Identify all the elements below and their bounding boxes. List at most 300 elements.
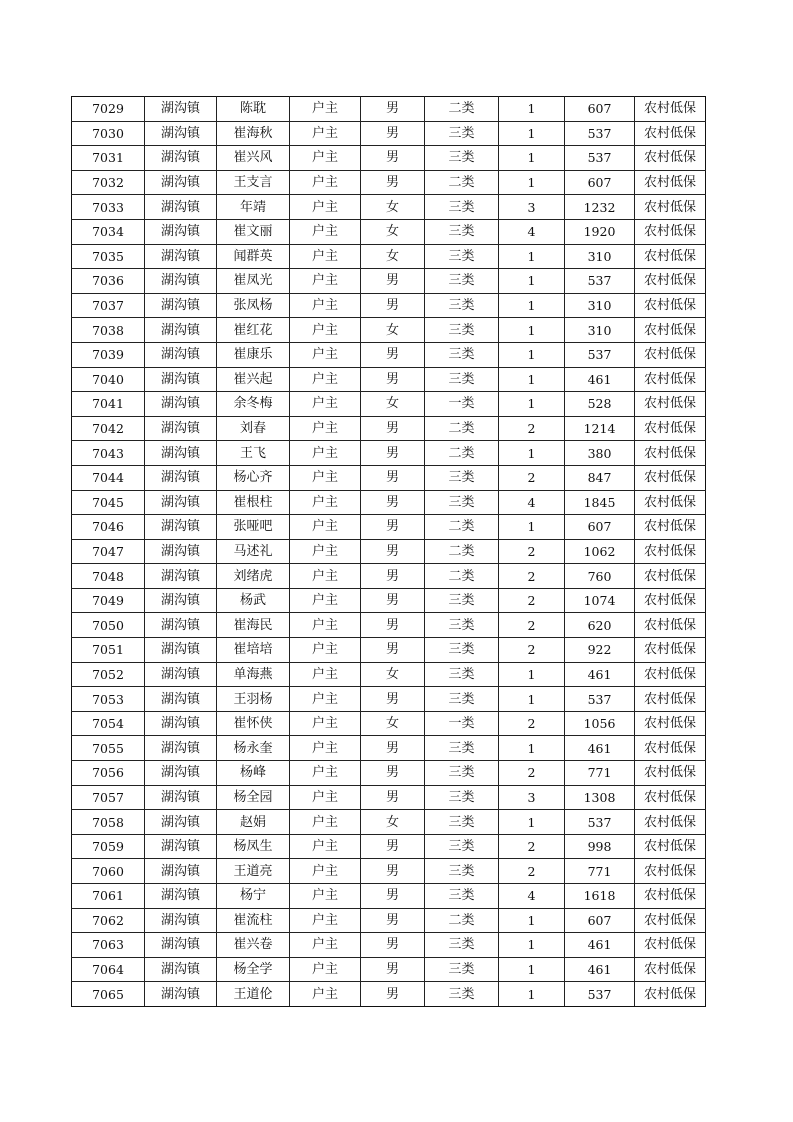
relation-cell: 户主 (290, 97, 361, 122)
record-id-cell: 7051 (72, 638, 145, 663)
household-size-cell: 1 (499, 662, 565, 687)
assistance-type-cell: 农村低保 (635, 982, 706, 1007)
name-cell: 单海燕 (217, 662, 290, 687)
gender-cell: 女 (361, 711, 425, 736)
household-size-cell: 1 (499, 367, 565, 392)
amount-cell: 528 (565, 392, 635, 417)
category-cell: 一类 (425, 711, 499, 736)
table-row (72, 834, 706, 859)
name-cell: 崔根柱 (217, 490, 290, 515)
category-cell: 二类 (425, 170, 499, 195)
town-cell: 湖沟镇 (145, 392, 217, 417)
household-size-cell: 4 (499, 490, 565, 515)
household-size-cell: 2 (499, 638, 565, 663)
gender-cell: 男 (361, 785, 425, 810)
assistance-type-cell: 农村低保 (635, 711, 706, 736)
record-id-cell: 7042 (72, 416, 145, 441)
category-cell: 二类 (425, 441, 499, 466)
table-row (72, 367, 706, 392)
amount-cell: 310 (565, 244, 635, 269)
relation-cell: 户主 (290, 342, 361, 367)
table-row (72, 465, 706, 490)
household-size-cell: 2 (499, 564, 565, 589)
gender-cell: 男 (361, 367, 425, 392)
town-cell: 湖沟镇 (145, 244, 217, 269)
town-cell: 湖沟镇 (145, 613, 217, 638)
category-cell: 三类 (425, 761, 499, 786)
name-cell: 崔兴起 (217, 367, 290, 392)
assistance-type-cell: 农村低保 (635, 416, 706, 441)
gender-cell: 女 (361, 810, 425, 835)
name-cell: 崔兴卷 (217, 933, 290, 958)
table-row (72, 711, 706, 736)
table-row (72, 244, 706, 269)
gender-cell: 男 (361, 170, 425, 195)
gender-cell: 男 (361, 465, 425, 490)
town-cell: 湖沟镇 (145, 859, 217, 884)
table-row (72, 564, 706, 589)
table-row (72, 441, 706, 466)
record-id-cell: 7053 (72, 687, 145, 712)
town-cell: 湖沟镇 (145, 146, 217, 171)
household-size-cell: 1 (499, 982, 565, 1007)
gender-cell: 男 (361, 933, 425, 958)
record-id-cell: 7065 (72, 982, 145, 1007)
name-cell: 刘春 (217, 416, 290, 441)
gender-cell: 男 (361, 441, 425, 466)
household-size-cell: 2 (499, 465, 565, 490)
assistance-type-cell: 农村低保 (635, 121, 706, 146)
relation-cell: 户主 (290, 515, 361, 540)
category-cell: 一类 (425, 392, 499, 417)
amount-cell: 1920 (565, 219, 635, 244)
name-cell: 余冬梅 (217, 392, 290, 417)
gender-cell: 男 (361, 146, 425, 171)
name-cell: 杨宁 (217, 884, 290, 909)
gender-cell: 男 (361, 342, 425, 367)
assistance-type-cell: 农村低保 (635, 687, 706, 712)
household-size-cell: 1 (499, 244, 565, 269)
amount-cell: 922 (565, 638, 635, 663)
name-cell: 崔怀侠 (217, 711, 290, 736)
relation-cell: 户主 (290, 736, 361, 761)
name-cell: 马述礼 (217, 539, 290, 564)
category-cell: 三类 (425, 933, 499, 958)
household-size-cell: 1 (499, 933, 565, 958)
category-cell: 二类 (425, 416, 499, 441)
assistance-type-cell: 农村低保 (635, 933, 706, 958)
town-cell: 湖沟镇 (145, 588, 217, 613)
town-cell: 湖沟镇 (145, 195, 217, 220)
amount-cell: 1074 (565, 588, 635, 613)
town-cell: 湖沟镇 (145, 761, 217, 786)
amount-cell: 1214 (565, 416, 635, 441)
relation-cell: 户主 (290, 564, 361, 589)
relation-cell: 户主 (290, 908, 361, 933)
household-size-cell: 1 (499, 687, 565, 712)
assistance-type-cell: 农村低保 (635, 810, 706, 835)
table-row (72, 810, 706, 835)
table-row (72, 933, 706, 958)
record-id-cell: 7063 (72, 933, 145, 958)
relation-cell: 户主 (290, 121, 361, 146)
assistance-type-cell: 农村低保 (635, 662, 706, 687)
name-cell: 闻群英 (217, 244, 290, 269)
table-row (72, 613, 706, 638)
record-id-cell: 7060 (72, 859, 145, 884)
assistance-type-cell: 农村低保 (635, 859, 706, 884)
category-cell: 三类 (425, 884, 499, 909)
table-row (72, 392, 706, 417)
household-size-cell: 3 (499, 195, 565, 220)
relation-cell: 户主 (290, 588, 361, 613)
assistance-type-cell: 农村低保 (635, 392, 706, 417)
table-row (72, 957, 706, 982)
table-row (72, 170, 706, 195)
record-id-cell: 7045 (72, 490, 145, 515)
town-cell: 湖沟镇 (145, 933, 217, 958)
relation-cell: 户主 (290, 367, 361, 392)
category-cell: 三类 (425, 736, 499, 761)
name-cell: 杨心齐 (217, 465, 290, 490)
record-id-cell: 7062 (72, 908, 145, 933)
gender-cell: 男 (361, 588, 425, 613)
town-cell: 湖沟镇 (145, 441, 217, 466)
welfare-table (71, 96, 706, 1007)
record-id-cell: 7046 (72, 515, 145, 540)
table-row (72, 785, 706, 810)
assistance-type-cell: 农村低保 (635, 441, 706, 466)
amount-cell: 310 (565, 293, 635, 318)
assistance-type-cell: 农村低保 (635, 490, 706, 515)
amount-cell: 998 (565, 834, 635, 859)
assistance-type-cell: 农村低保 (635, 293, 706, 318)
record-id-cell: 7050 (72, 613, 145, 638)
record-id-cell: 7039 (72, 342, 145, 367)
category-cell: 三类 (425, 810, 499, 835)
town-cell: 湖沟镇 (145, 957, 217, 982)
town-cell: 湖沟镇 (145, 834, 217, 859)
household-size-cell: 1 (499, 736, 565, 761)
household-size-cell: 2 (499, 761, 565, 786)
town-cell: 湖沟镇 (145, 97, 217, 122)
gender-cell: 男 (361, 121, 425, 146)
household-size-cell: 4 (499, 884, 565, 909)
household-size-cell: 1 (499, 810, 565, 835)
category-cell: 三类 (425, 367, 499, 392)
name-cell: 崔海民 (217, 613, 290, 638)
name-cell: 刘绪虎 (217, 564, 290, 589)
amount-cell: 607 (565, 97, 635, 122)
household-size-cell: 1 (499, 441, 565, 466)
household-size-cell: 1 (499, 97, 565, 122)
relation-cell: 户主 (290, 859, 361, 884)
town-cell: 湖沟镇 (145, 539, 217, 564)
household-size-cell: 1 (499, 121, 565, 146)
category-cell: 三类 (425, 662, 499, 687)
household-size-cell: 2 (499, 613, 565, 638)
amount-cell: 1232 (565, 195, 635, 220)
name-cell: 杨全园 (217, 785, 290, 810)
record-id-cell: 7064 (72, 957, 145, 982)
household-size-cell: 2 (499, 588, 565, 613)
category-cell: 三类 (425, 195, 499, 220)
amount-cell: 771 (565, 761, 635, 786)
town-cell: 湖沟镇 (145, 490, 217, 515)
category-cell: 三类 (425, 342, 499, 367)
name-cell: 张哑吧 (217, 515, 290, 540)
gender-cell: 男 (361, 736, 425, 761)
relation-cell: 户主 (290, 539, 361, 564)
relation-cell: 户主 (290, 884, 361, 909)
record-id-cell: 7034 (72, 219, 145, 244)
relation-cell: 户主 (290, 195, 361, 220)
assistance-type-cell: 农村低保 (635, 342, 706, 367)
gender-cell: 女 (361, 244, 425, 269)
assistance-type-cell: 农村低保 (635, 170, 706, 195)
assistance-type-cell: 农村低保 (635, 736, 706, 761)
town-cell: 湖沟镇 (145, 342, 217, 367)
household-size-cell: 1 (499, 269, 565, 294)
gender-cell: 女 (361, 318, 425, 343)
category-cell: 二类 (425, 539, 499, 564)
amount-cell: 537 (565, 810, 635, 835)
name-cell: 崔培培 (217, 638, 290, 663)
amount-cell: 537 (565, 146, 635, 171)
amount-cell: 537 (565, 687, 635, 712)
town-cell: 湖沟镇 (145, 662, 217, 687)
gender-cell: 男 (361, 97, 425, 122)
record-id-cell: 7038 (72, 318, 145, 343)
name-cell: 王支言 (217, 170, 290, 195)
table-row (72, 293, 706, 318)
household-size-cell: 2 (499, 834, 565, 859)
gender-cell: 男 (361, 687, 425, 712)
amount-cell: 607 (565, 170, 635, 195)
town-cell: 湖沟镇 (145, 564, 217, 589)
gender-cell: 男 (361, 982, 425, 1007)
amount-cell: 1056 (565, 711, 635, 736)
assistance-type-cell: 农村低保 (635, 834, 706, 859)
assistance-type-cell: 农村低保 (635, 539, 706, 564)
assistance-type-cell: 农村低保 (635, 269, 706, 294)
record-id-cell: 7043 (72, 441, 145, 466)
relation-cell: 户主 (290, 761, 361, 786)
category-cell: 三类 (425, 834, 499, 859)
category-cell: 二类 (425, 908, 499, 933)
amount-cell: 1845 (565, 490, 635, 515)
town-cell: 湖沟镇 (145, 785, 217, 810)
gender-cell: 男 (361, 293, 425, 318)
amount-cell: 461 (565, 367, 635, 392)
record-id-cell: 7037 (72, 293, 145, 318)
name-cell: 崔兴风 (217, 146, 290, 171)
household-size-cell: 1 (499, 392, 565, 417)
relation-cell: 户主 (290, 834, 361, 859)
household-size-cell: 1 (499, 908, 565, 933)
amount-cell: 537 (565, 121, 635, 146)
category-cell: 三类 (425, 318, 499, 343)
name-cell: 杨武 (217, 588, 290, 613)
gender-cell: 男 (361, 490, 425, 515)
category-cell: 三类 (425, 490, 499, 515)
relation-cell: 户主 (290, 465, 361, 490)
name-cell: 年靖 (217, 195, 290, 220)
gender-cell: 男 (361, 638, 425, 663)
amount-cell: 380 (565, 441, 635, 466)
record-id-cell: 7029 (72, 97, 145, 122)
gender-cell: 男 (361, 539, 425, 564)
name-cell: 张凤杨 (217, 293, 290, 318)
amount-cell: 607 (565, 515, 635, 540)
table-row (72, 539, 706, 564)
table-row (72, 736, 706, 761)
category-cell: 二类 (425, 97, 499, 122)
table-row (72, 416, 706, 441)
category-cell: 三类 (425, 613, 499, 638)
table-row (72, 342, 706, 367)
assistance-type-cell: 农村低保 (635, 195, 706, 220)
amount-cell: 537 (565, 342, 635, 367)
table-row (72, 884, 706, 909)
name-cell: 王道伦 (217, 982, 290, 1007)
category-cell: 三类 (425, 219, 499, 244)
household-size-cell: 1 (499, 957, 565, 982)
household-size-cell: 2 (499, 539, 565, 564)
record-id-cell: 7049 (72, 588, 145, 613)
assistance-type-cell: 农村低保 (635, 515, 706, 540)
name-cell: 崔文丽 (217, 219, 290, 244)
category-cell: 三类 (425, 293, 499, 318)
table-row (72, 638, 706, 663)
record-id-cell: 7036 (72, 269, 145, 294)
town-cell: 湖沟镇 (145, 170, 217, 195)
relation-cell: 户主 (290, 170, 361, 195)
name-cell: 杨全学 (217, 957, 290, 982)
name-cell: 杨峰 (217, 761, 290, 786)
amount-cell: 461 (565, 957, 635, 982)
category-cell: 三类 (425, 785, 499, 810)
town-cell: 湖沟镇 (145, 293, 217, 318)
category-cell: 三类 (425, 638, 499, 663)
category-cell: 三类 (425, 465, 499, 490)
household-size-cell: 1 (499, 318, 565, 343)
amount-cell: 461 (565, 662, 635, 687)
amount-cell: 1062 (565, 539, 635, 564)
gender-cell: 女 (361, 392, 425, 417)
record-id-cell: 7056 (72, 761, 145, 786)
category-cell: 二类 (425, 515, 499, 540)
assistance-type-cell: 农村低保 (635, 588, 706, 613)
gender-cell: 女 (361, 195, 425, 220)
amount-cell: 537 (565, 982, 635, 1007)
table-row (72, 662, 706, 687)
table-row (72, 318, 706, 343)
town-cell: 湖沟镇 (145, 736, 217, 761)
amount-cell: 1618 (565, 884, 635, 909)
table-row (72, 146, 706, 171)
household-size-cell: 1 (499, 170, 565, 195)
gender-cell: 男 (361, 834, 425, 859)
relation-cell: 户主 (290, 416, 361, 441)
town-cell: 湖沟镇 (145, 416, 217, 441)
table-row (72, 121, 706, 146)
assistance-type-cell: 农村低保 (635, 908, 706, 933)
category-cell: 二类 (425, 564, 499, 589)
gender-cell: 男 (361, 761, 425, 786)
amount-cell: 760 (565, 564, 635, 589)
amount-cell: 847 (565, 465, 635, 490)
relation-cell: 户主 (290, 711, 361, 736)
relation-cell: 户主 (290, 810, 361, 835)
assistance-type-cell: 农村低保 (635, 244, 706, 269)
category-cell: 三类 (425, 982, 499, 1007)
record-id-cell: 7061 (72, 884, 145, 909)
relation-cell: 户主 (290, 441, 361, 466)
town-cell: 湖沟镇 (145, 638, 217, 663)
record-id-cell: 7052 (72, 662, 145, 687)
assistance-type-cell: 农村低保 (635, 761, 706, 786)
relation-cell: 户主 (290, 785, 361, 810)
name-cell: 崔康乐 (217, 342, 290, 367)
household-size-cell: 1 (499, 515, 565, 540)
table-row (72, 588, 706, 613)
amount-cell: 1308 (565, 785, 635, 810)
name-cell: 王飞 (217, 441, 290, 466)
relation-cell: 户主 (290, 613, 361, 638)
assistance-type-cell: 农村低保 (635, 613, 706, 638)
name-cell: 陈耽 (217, 97, 290, 122)
table-row (72, 269, 706, 294)
assistance-type-cell: 农村低保 (635, 219, 706, 244)
relation-cell: 户主 (290, 269, 361, 294)
gender-cell: 男 (361, 884, 425, 909)
assistance-type-cell: 农村低保 (635, 884, 706, 909)
table-row (72, 982, 706, 1007)
table-row (72, 859, 706, 884)
town-cell: 湖沟镇 (145, 219, 217, 244)
household-size-cell: 2 (499, 859, 565, 884)
town-cell: 湖沟镇 (145, 465, 217, 490)
household-size-cell: 4 (499, 219, 565, 244)
name-cell: 崔海秋 (217, 121, 290, 146)
relation-cell: 户主 (290, 244, 361, 269)
gender-cell: 男 (361, 957, 425, 982)
household-size-cell: 2 (499, 416, 565, 441)
amount-cell: 771 (565, 859, 635, 884)
town-cell: 湖沟镇 (145, 711, 217, 736)
gender-cell: 男 (361, 859, 425, 884)
name-cell: 赵娟 (217, 810, 290, 835)
table-row (72, 219, 706, 244)
relation-cell: 户主 (290, 146, 361, 171)
name-cell: 王羽杨 (217, 687, 290, 712)
record-id-cell: 7031 (72, 146, 145, 171)
assistance-type-cell: 农村低保 (635, 564, 706, 589)
household-size-cell: 1 (499, 146, 565, 171)
category-cell: 三类 (425, 121, 499, 146)
town-cell: 湖沟镇 (145, 121, 217, 146)
name-cell: 崔红花 (217, 318, 290, 343)
name-cell: 杨凤生 (217, 834, 290, 859)
relation-cell: 户主 (290, 392, 361, 417)
relation-cell: 户主 (290, 219, 361, 244)
category-cell: 三类 (425, 957, 499, 982)
name-cell: 杨永奎 (217, 736, 290, 761)
relation-cell: 户主 (290, 318, 361, 343)
name-cell: 崔凤光 (217, 269, 290, 294)
amount-cell: 620 (565, 613, 635, 638)
